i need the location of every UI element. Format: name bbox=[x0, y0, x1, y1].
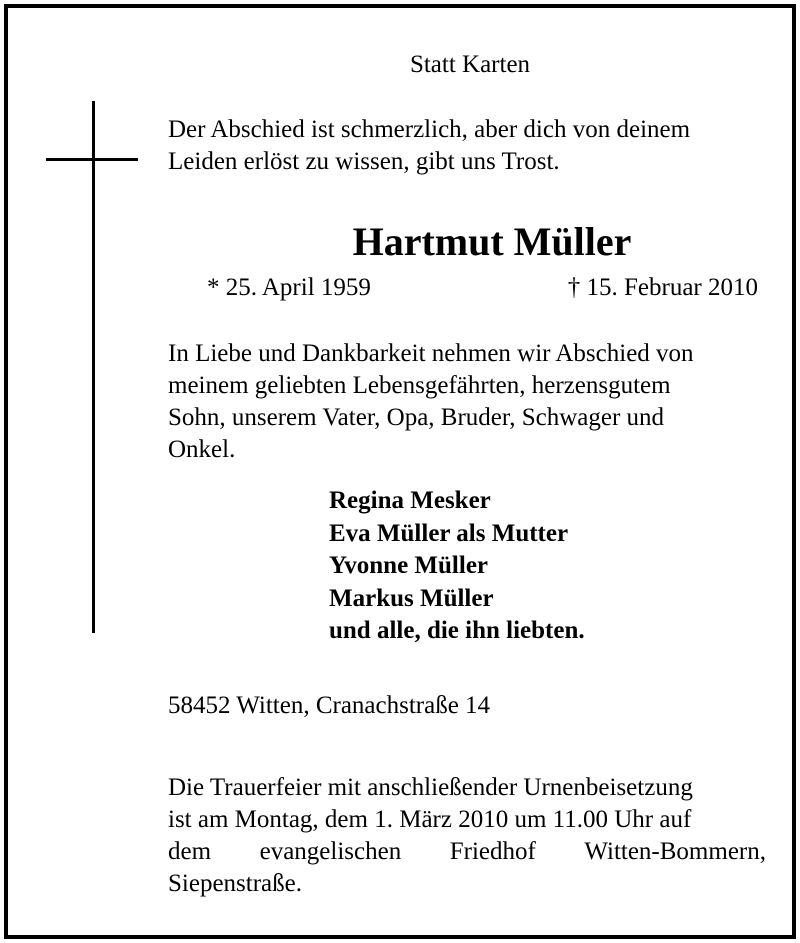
message-line: Onkel. bbox=[168, 436, 236, 463]
funeral-details bbox=[168, 772, 766, 900]
funeral-word: Witten-Bommern, bbox=[584, 838, 766, 865]
mourners-list bbox=[329, 485, 585, 648]
funeral-word: Friedhof bbox=[449, 838, 536, 865]
mourner-name: Eva Müller als Mutter bbox=[329, 519, 569, 547]
cross-horizontal-bar bbox=[46, 158, 138, 161]
funeral-line: Die Trauerfeier mit anschließender Urnenbeisetzung bbox=[168, 774, 693, 801]
mourner-name: und alle, die ihn liebten. bbox=[329, 617, 585, 644]
farewell-message bbox=[168, 338, 766, 466]
intro-quote bbox=[168, 114, 766, 178]
birth-date: * 25. April 1959 bbox=[207, 274, 371, 301]
funeral-word: evangelischen bbox=[259, 838, 402, 865]
funeral-line: Siepenstraße. bbox=[168, 870, 302, 897]
cross-vertical-bar bbox=[92, 101, 95, 633]
message-line: Sohn, unserem Vater, Opa, Bruder, Schwager und bbox=[168, 404, 665, 431]
funeral-line: ist am Montag, dem 1. März 2010 um 11.00 Uhr auf bbox=[168, 806, 692, 833]
family-address: 58452 Witten, Cranachstraße 14 bbox=[168, 692, 491, 719]
deceased-name: Hartmut Müller bbox=[352, 219, 632, 264]
funeral-word: dem bbox=[168, 838, 212, 865]
intro-line: Der Abschied ist schmerzlich, aber dich von deinem bbox=[168, 116, 691, 143]
death-date: † 15. Februar 2010 bbox=[567, 274, 758, 301]
mourner-name: Markus Müller bbox=[329, 584, 494, 612]
message-line: In Liebe und Dankbarkeit nehmen wir Abschied von bbox=[168, 340, 694, 367]
header-text: Statt Karten bbox=[409, 51, 531, 78]
mourner-name: Yvonne Müller bbox=[329, 552, 489, 579]
funeral-line bbox=[168, 836, 766, 868]
message-line: meinem geliebten Lebensgefährten, herzensgutem bbox=[168, 372, 671, 399]
intro-line: Leiden erlöst zu wissen, gibt uns Trost. bbox=[168, 148, 560, 175]
mourner-name: Regina Mesker bbox=[329, 487, 491, 514]
